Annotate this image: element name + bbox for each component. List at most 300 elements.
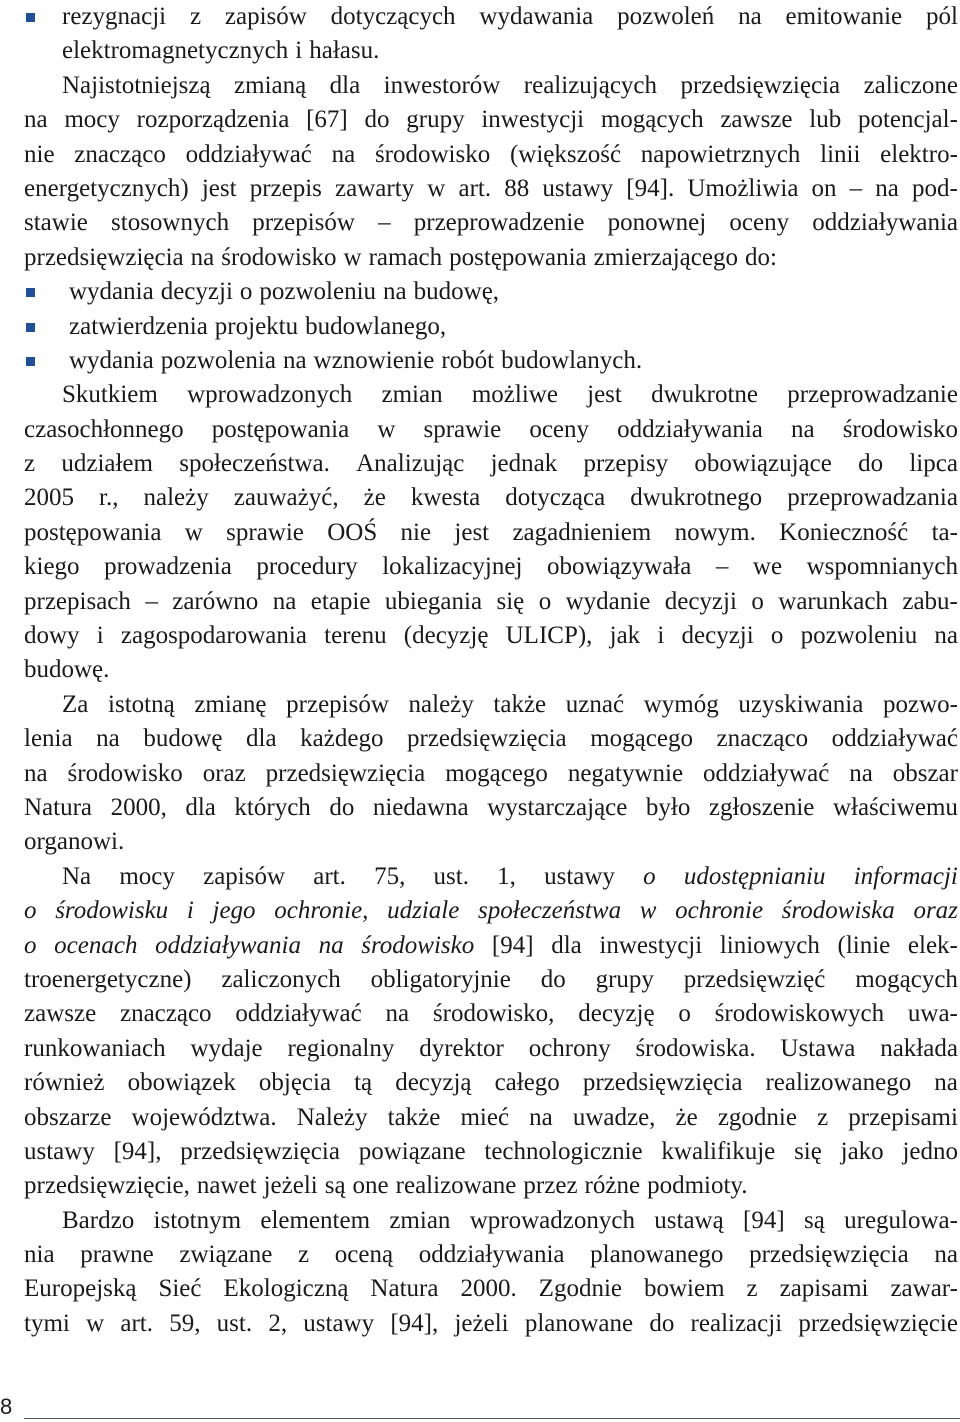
word: lub (809, 106, 842, 134)
word: powiązane (358, 1137, 466, 1165)
word: ust. (433, 862, 469, 890)
word: Skutkiem (62, 381, 158, 409)
word: Ekologiczną (223, 1275, 349, 1303)
word: przeprowadzenie (413, 209, 585, 237)
word: że (675, 1103, 698, 1131)
word: Na (62, 862, 92, 890)
word: przepisach (24, 587, 131, 615)
word: etapie (310, 587, 371, 615)
word: grupy (406, 106, 465, 134)
word: przedsięwzięcia (749, 1241, 909, 1269)
word: wprowadzonych (187, 381, 353, 409)
word: regionalny (287, 1034, 395, 1062)
word: planowanego (590, 1241, 724, 1269)
word: dla (185, 793, 216, 821)
word: związane (179, 1241, 273, 1269)
word: realizacji (690, 1309, 783, 1337)
text-line (24, 791, 958, 825)
word: jednak (490, 450, 558, 478)
word: zauważyć, (233, 484, 339, 512)
word: OOŚ (327, 518, 378, 546)
word: istotną (108, 690, 175, 718)
word: udziałem (61, 450, 153, 478)
word: pozwoleń (617, 3, 715, 30)
word: także (387, 1103, 441, 1131)
word: z (298, 1241, 310, 1269)
word: (linie (837, 931, 891, 959)
word: zgodnie (717, 1103, 797, 1131)
word: uregulowa- (844, 1206, 958, 1234)
text-line (24, 688, 958, 722)
word: obligatoryjnie (370, 965, 511, 993)
word: na (272, 587, 297, 615)
word: nia (24, 1241, 55, 1269)
footer-rule (24, 1418, 960, 1419)
word: uzyskiwania (738, 690, 864, 718)
word: mogących (855, 965, 958, 993)
word: także (493, 690, 547, 718)
word: (większość (509, 140, 622, 168)
word: negatywnie (567, 759, 684, 787)
text-line (24, 1101, 958, 1135)
page-number: 8 (0, 1394, 13, 1419)
word: różne (584, 1172, 641, 1200)
word: na (24, 106, 48, 134)
word: jak (609, 622, 641, 650)
word: przez (523, 1172, 578, 1200)
word: przeprowadzanie (787, 381, 958, 409)
word: postępowania (449, 243, 587, 271)
word: oceną (334, 1241, 394, 1269)
word: lipca (909, 450, 958, 478)
word: na (934, 1069, 958, 1097)
word: technologicznie (484, 1137, 643, 1165)
word: (decyzję (403, 622, 489, 650)
word: Zgodnie (538, 1275, 622, 1303)
word: ustawą (654, 1206, 724, 1234)
word: wymóg (643, 690, 719, 718)
word: zagospodarowania (120, 622, 307, 650)
word: przepisów (252, 209, 355, 237)
text-line (24, 481, 958, 515)
word: realizowanego (765, 1069, 912, 1097)
word: 88 (504, 174, 530, 202)
word: należy (408, 690, 474, 718)
word: Najistotniejszą (62, 71, 211, 99)
word: na (190, 243, 215, 271)
word: przedsięwzięcie (798, 1309, 958, 1337)
word: zaliczonych (221, 965, 341, 993)
square-bullet-icon (26, 288, 35, 297)
text-line (24, 447, 958, 481)
word: wznowienie (313, 346, 435, 374)
word: bowiem (643, 1275, 725, 1303)
word: 2000, (110, 793, 167, 821)
word: elektromagnetycznych (62, 37, 289, 65)
word: na (24, 759, 48, 787)
word: ustawy (544, 862, 615, 890)
word: on (811, 174, 837, 202)
word: 75, (374, 862, 406, 890)
bullet-item-line (24, 0, 958, 34)
word: do (329, 793, 355, 821)
word: na (738, 3, 762, 30)
word: przeprowadzania (787, 484, 958, 512)
word: na (282, 346, 307, 374)
word: projektu (214, 312, 299, 340)
word: nakłada (880, 1034, 958, 1062)
word: wydawania (479, 3, 594, 30)
word: oraz (913, 897, 958, 925)
word: – (378, 209, 391, 237)
word: oceny (529, 415, 590, 443)
word: 2005 (24, 484, 74, 512)
word: dotyczących (330, 3, 456, 30)
word: uwadze, (572, 1103, 656, 1131)
word: Za (62, 690, 89, 718)
word: przedsięwzięcia (680, 71, 841, 99)
word: przepisy (583, 450, 669, 478)
word: ochronie (675, 897, 764, 925)
word: art. (313, 862, 346, 890)
word: zarówno (172, 587, 259, 615)
word: ustawy (542, 174, 614, 202)
word: o (239, 278, 253, 306)
word: organowi. (24, 828, 125, 856)
word: na (934, 622, 958, 650)
word: robót (441, 346, 495, 374)
text-line (24, 1272, 958, 1306)
word: zatwierdzenia (69, 312, 208, 340)
word: zmianę (194, 690, 267, 718)
word: troenergetyczne) (24, 965, 192, 993)
word: pozwolenia (160, 346, 276, 374)
word: dla (551, 931, 582, 959)
word: sprawie (423, 415, 502, 443)
word: są (324, 1172, 346, 1200)
square-bullet-icon (26, 357, 35, 366)
word: postępowania (24, 518, 162, 546)
text-line (24, 963, 958, 997)
word: środowisko (374, 140, 491, 168)
word: Europejską (24, 1275, 137, 1303)
word: zmianą (234, 71, 307, 99)
word: podmioty. (647, 1172, 748, 1200)
word: oddziaływania (812, 209, 958, 237)
word: w (639, 897, 657, 925)
word: [94]. (626, 174, 675, 202)
word: mieć (460, 1103, 510, 1131)
word: są (803, 1206, 825, 1234)
word: pozwoleniu (259, 278, 377, 306)
word: tą (354, 1069, 373, 1097)
word: do (649, 1309, 675, 1337)
word: zabu- (902, 587, 958, 615)
text-line (24, 172, 958, 206)
word: dowy (24, 622, 80, 650)
word: istotnym (153, 1206, 242, 1234)
word: i (186, 897, 194, 925)
word: ubiegania (384, 587, 483, 615)
bullet-item-line (24, 344, 958, 378)
text-line (24, 997, 958, 1031)
word: niedawna (372, 793, 469, 821)
word: środowiska (781, 897, 895, 925)
word: z (746, 1275, 758, 1303)
word: na (849, 759, 873, 787)
word: sprawie (226, 518, 304, 546)
word: że (363, 484, 386, 512)
text-line (24, 34, 958, 68)
word: Natura (24, 793, 93, 821)
word: Umożliwia (687, 174, 799, 202)
text-line (24, 722, 958, 756)
word: zawsze (24, 1000, 97, 1028)
word: przepis (249, 174, 322, 202)
word: Analizując (356, 450, 465, 478)
word: jest (201, 174, 237, 202)
word: zmian (389, 1206, 451, 1234)
word: stosownych (111, 209, 230, 237)
word: [94], (113, 1137, 162, 1165)
word: do (858, 450, 884, 478)
word: budowę, (413, 278, 500, 306)
word: ustawy (24, 1137, 95, 1165)
text-line (24, 206, 958, 240)
square-bullet-icon (26, 13, 35, 22)
word: jeżeli (454, 1309, 509, 1337)
word: warunkach (778, 587, 888, 615)
word: środowisko (221, 243, 337, 271)
word: stawie (24, 209, 88, 237)
word: [94], (390, 1309, 439, 1337)
text-line (24, 1135, 958, 1169)
word: kwalifikuje (661, 1137, 776, 1165)
word: pozwoleniu (800, 622, 918, 650)
word: w (184, 518, 203, 546)
word: hałasu. (309, 37, 380, 65)
word: realizowane (395, 1172, 517, 1200)
word: jest (587, 381, 622, 409)
text-line (24, 894, 958, 928)
word: 1, (497, 862, 516, 890)
word: oraz (202, 759, 246, 787)
word: możliwe (471, 381, 558, 409)
word: dla (329, 71, 361, 99)
word: zawarty (335, 174, 415, 202)
word: jedno (902, 1137, 958, 1165)
word: oddziaływać (702, 759, 830, 787)
word: ULICP), (505, 622, 593, 650)
word: się (794, 1137, 822, 1165)
text-line (24, 1032, 958, 1066)
word: mogącego (445, 759, 548, 787)
text-line (24, 653, 958, 687)
word: oddziaływać (831, 725, 958, 753)
word: których (234, 793, 311, 821)
word: przepisami (848, 1103, 958, 1131)
word: decyzji (681, 622, 754, 650)
word: było (645, 793, 691, 821)
word: środowisko (67, 759, 183, 787)
word: budowlanych. (501, 346, 643, 374)
word: oddziaływać (235, 1000, 362, 1028)
word: Sieć (158, 1275, 202, 1303)
word: obowiązywała (546, 553, 692, 581)
word: zapisami (779, 1275, 869, 1303)
word: objęcia (258, 1069, 332, 1097)
word: one (352, 1172, 389, 1200)
document-body (24, 0, 958, 1341)
word: przedsięwzięcia (265, 759, 426, 787)
word: zawar- (890, 1275, 958, 1303)
word: informacji (853, 862, 958, 890)
word: dotycząca (505, 484, 606, 512)
word: zagadnieniem (512, 518, 652, 546)
word: mogącego (590, 725, 693, 753)
word: każdego (300, 725, 384, 753)
word: we (752, 553, 783, 581)
word: województwa. (131, 1103, 277, 1131)
word: o (678, 1000, 691, 1028)
word: mocy (64, 106, 120, 134)
word: przedsięwzięcia (407, 725, 567, 753)
word: na (331, 140, 356, 168)
word: o (538, 587, 552, 615)
text-line (24, 413, 958, 447)
word: Konieczność (779, 518, 909, 546)
word: kiego (24, 553, 80, 581)
text-line (24, 516, 958, 550)
text-line (24, 1204, 958, 1238)
word: znacząco (716, 725, 809, 753)
word: właściwemu (832, 793, 958, 821)
word: oceny (729, 209, 790, 237)
word: na (529, 1103, 553, 1131)
word: się (496, 587, 525, 615)
word: ta- (931, 518, 958, 546)
word: na (383, 278, 407, 306)
word: do (540, 965, 566, 993)
word: przepisów (286, 690, 389, 718)
word: prowadzenia (104, 553, 232, 581)
bullet-item-line (24, 310, 958, 344)
word: zgłoszenie (708, 793, 815, 821)
word: przedsięwzięcia (24, 243, 184, 271)
text-line (24, 69, 958, 103)
word: pozwo- (882, 690, 958, 718)
word: oddziaływania (155, 931, 301, 959)
word: przedsięwzięcia (582, 1069, 743, 1097)
word: prawne (80, 1241, 154, 1269)
word: elementem (260, 1206, 371, 1234)
word: i (295, 37, 303, 65)
word: obszar (892, 759, 958, 787)
word: również (24, 1069, 105, 1097)
word: jeżeli (263, 1172, 318, 1200)
word: 2000. (460, 1275, 517, 1303)
word: ponownej (607, 209, 707, 237)
word: elektro- (880, 140, 958, 168)
word: wydanie (565, 587, 651, 615)
word: inwestorów (383, 71, 501, 99)
word: na (96, 725, 120, 753)
text-line (24, 619, 958, 653)
word: inwestycji (599, 931, 703, 959)
word: udostępnianiu (683, 862, 826, 890)
word: [67] (306, 106, 348, 134)
word: zawsze (720, 106, 793, 134)
word: do (364, 106, 390, 134)
word: rezygnacji (62, 3, 167, 30)
word: tymi (24, 1309, 70, 1337)
word: kwesta (410, 484, 481, 512)
word: zaliczone (863, 71, 958, 99)
word: – (145, 587, 158, 615)
word: na (318, 931, 344, 959)
text-line (24, 1307, 958, 1341)
bullet-item-line (24, 275, 958, 309)
word: jest (454, 518, 490, 546)
word: przedsięwzięć (683, 965, 826, 993)
word: zmierzającego (593, 243, 738, 271)
word: dyrektor (419, 1034, 504, 1062)
text-line (24, 138, 958, 172)
word: inwestycji (481, 106, 585, 134)
text-line (24, 929, 958, 963)
word: i (657, 622, 665, 650)
word: wydania (69, 278, 154, 306)
word: pod- (912, 174, 958, 202)
word: – (715, 553, 729, 581)
word: planowane (524, 1309, 634, 1337)
text-line (24, 550, 958, 584)
word: znacząco (119, 1000, 212, 1028)
word: na (790, 415, 815, 443)
word: ramach (368, 243, 443, 271)
word: mocy (119, 862, 175, 890)
text-line (24, 585, 958, 619)
word: runkowaniach (24, 1034, 166, 1062)
word: postępowania (211, 415, 350, 443)
word: 59, (169, 1309, 201, 1337)
word: udziale (387, 897, 460, 925)
word: o (751, 587, 764, 615)
word: ocenach (54, 931, 138, 959)
text-line (24, 1066, 958, 1100)
word: jako (840, 1137, 884, 1165)
word: obowiązek (127, 1069, 236, 1097)
word: lenia (24, 725, 73, 753)
word: Ustawa (780, 1034, 856, 1062)
word: środowisko (842, 415, 958, 443)
text-line (24, 1238, 958, 1272)
word: całego (494, 1069, 560, 1097)
word: zapisów (224, 3, 307, 30)
word: emitowanie (785, 3, 903, 30)
word: r., (99, 484, 119, 512)
text-line (24, 378, 958, 412)
word: z (189, 3, 202, 30)
word: pól (926, 3, 958, 30)
word: ochronie, (274, 897, 369, 925)
word: – (849, 174, 863, 202)
word: w (86, 1309, 105, 1337)
word: oddziaływać (185, 140, 312, 168)
word: przedsięwzięcia (180, 1137, 340, 1165)
word: decyzji (664, 587, 737, 615)
word: energetycznych) (24, 174, 189, 202)
